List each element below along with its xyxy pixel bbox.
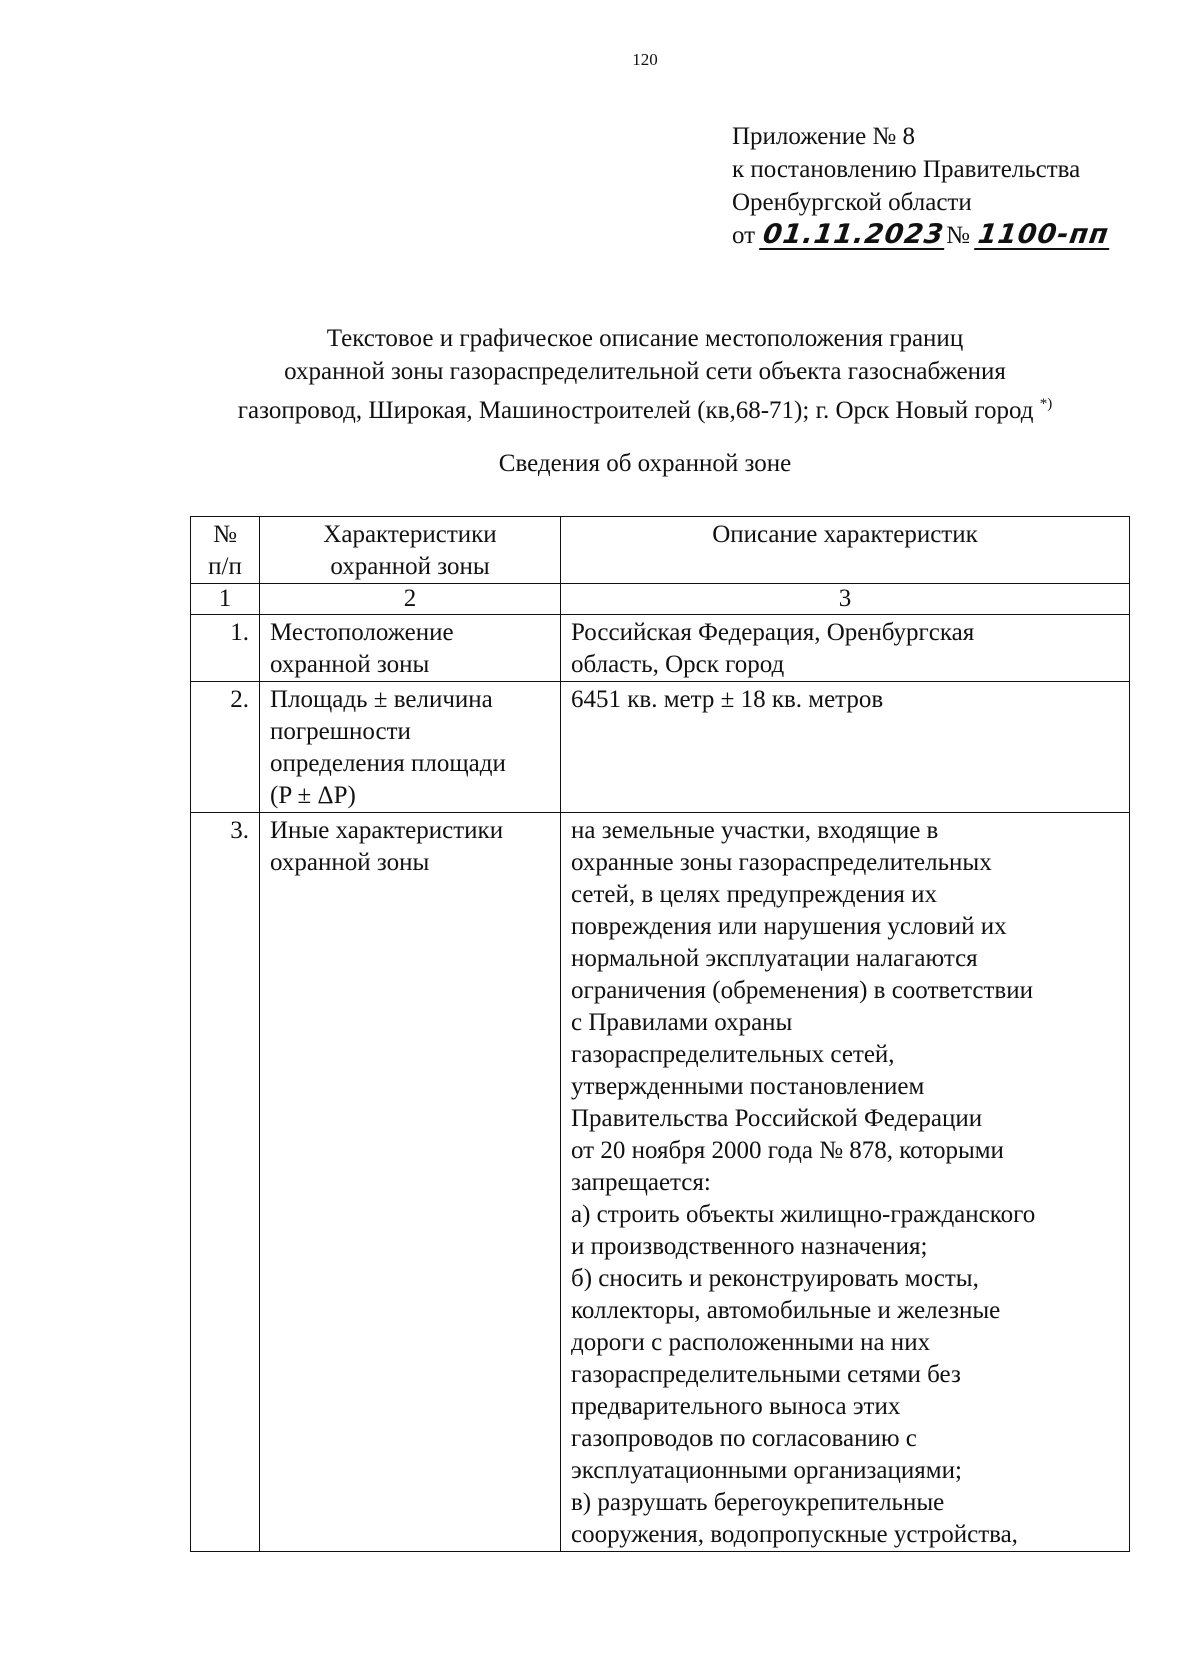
header-characteristic: Характеристики охранной зоны [260, 517, 561, 584]
appendix-block [732, 120, 1111, 252]
row-description: на земельные участки, входящие в охранные зоны газораспределительных сетей, в целях предупреждения их повреждения или нарушения условий их нормальной эксплуатации налагаются ограничения (обременения) в соответствии с Правилами охраны газораспределительных сетей, утвержденными постановлением Правительства Российской Федерации от 20 ноября 2000 года № 878, которыми запрещается: а) строить объекты жилищно-гражданского и производственного назначения; б) сносить и реконструировать мосты, коллекторы, автомобильные и железные дороги с расположенными на них газораспределительными сетями без предварительного выноса этих газопроводов по согласованию с эксплуатационными организациями; в) разрушать берегоукрепительные сооружения, водопропускные устройства, [561, 813, 1130, 1552]
row-number: 1. [191, 615, 260, 682]
section-subtitle: Сведения об охранной зоне [498, 450, 792, 477]
appendix-title: Приложение № 8 [732, 123, 916, 150]
row-characteristic: Местоположение охранной зоны [260, 615, 561, 682]
row-description: Российская Федерация, Оренбургская область, Орск город [561, 615, 1130, 682]
column-number-row [191, 584, 1130, 615]
date-prefix: от [732, 222, 756, 249]
zone-info-table [190, 516, 1130, 1552]
row-characteristic: Иные характеристики охранной зоны [260, 813, 561, 1552]
title-line-2: охранной зоны газораспределительной сети объекта газоснабжения [284, 358, 1006, 385]
column-number-2: 2 [260, 584, 561, 615]
footnote-mark: *) [1039, 396, 1053, 412]
header-description: Описание характеристик [561, 517, 1130, 584]
page-number: 120 [632, 50, 658, 69]
row-number: 3. [191, 813, 260, 1552]
document-title [150, 322, 1140, 427]
appendix-resolution: к постановлению Правительства [732, 156, 1081, 183]
title-line-1: Текстовое и графическое описание местоположения границ [326, 325, 964, 352]
row-description: 6451 кв. метр ± 18 кв. метров [561, 682, 1130, 813]
table-header-row [191, 517, 1130, 584]
handwritten-date: 01.11.2023 [761, 219, 947, 250]
header-number: № п/п [191, 517, 260, 584]
table-row [191, 682, 1130, 813]
appendix-date-line [732, 219, 1111, 252]
table-row [191, 813, 1130, 1552]
handwritten-number: 1100-пп [976, 219, 1112, 250]
row-characteristic: Площадь ± величина погрешности определения площади (P ± ΔP) [260, 682, 561, 813]
number-sign: № [946, 222, 971, 249]
column-number-3: 3 [561, 584, 1130, 615]
title-line-3 [150, 388, 1140, 427]
column-number-1: 1 [191, 584, 260, 615]
appendix-region: Оренбургской области [732, 189, 972, 216]
row-number: 2. [191, 682, 260, 813]
table-row [191, 615, 1130, 682]
title-line-3-text: газопровод, Широкая, Машиностроителей (кв,68-71); г. Орск Новый город [237, 397, 1034, 424]
